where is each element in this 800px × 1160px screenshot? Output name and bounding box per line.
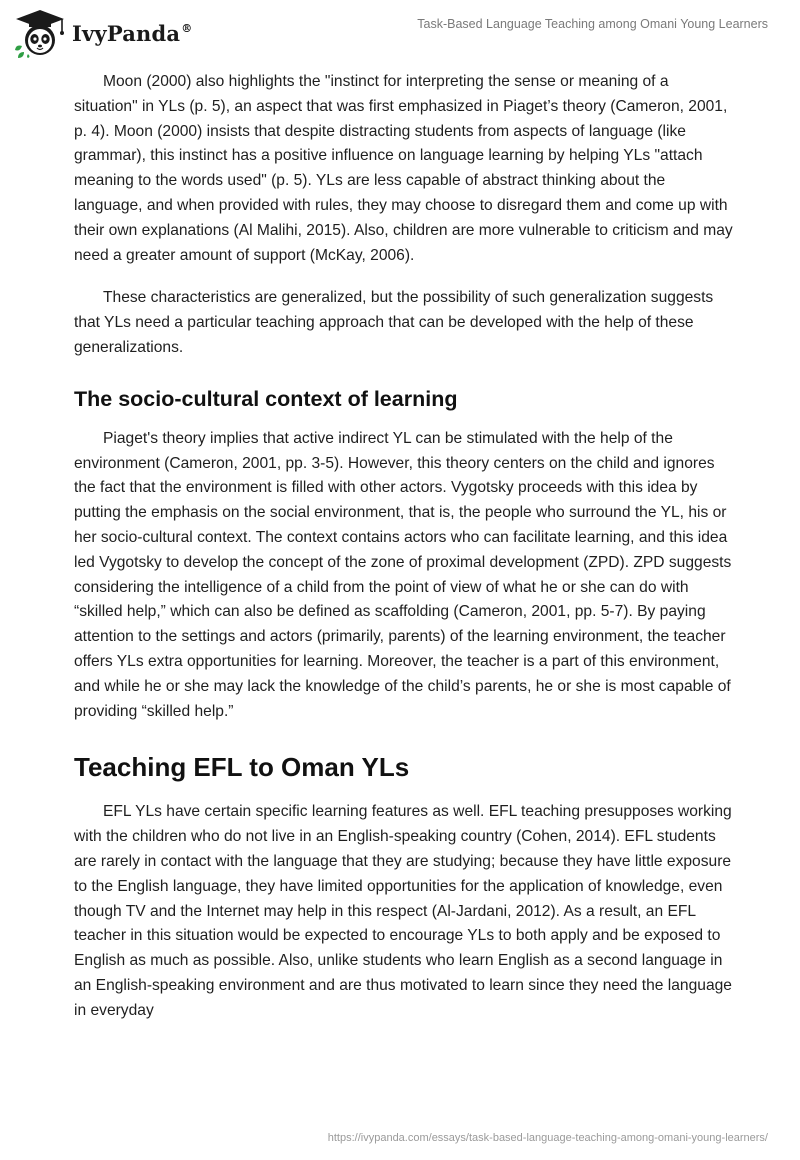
running-title: Task-Based Language Teaching among Omani Young Learners	[417, 17, 768, 31]
section-heading: Teaching EFL to Oman YLs	[74, 752, 410, 783]
article-body	[74, 70, 734, 1042]
paragraph: Piaget's theory implies that active indirect YL can be stimulated with the help of the environment (Cameron, 2001, pp. 3-5). However, this theory centers on the child and ignores the fact that the environment is filled with other actors. Vygotsky proceeds with this idea by putting the emphasis on the social environment, that is, the people who surround the YL, his or her socio-cultural context. The context contains actors who can facilitate learning, and this idea led Vygotsky to develop the concept of the zone of proximal development (ZPD). ZPD suggests considering the intelligence of a child from the point of view of what he or she can do with “skilled help,” which can also be defined as scaffolding (Cameron, 2001, pp. 5-7). By paying attention to the settings and actors (primarily, parents) of the learning environment, the teacher offers YLs extra opportunities for learning. Moreover, the teacher is a part of this environment, and while he or she may lack the knowledge of the child’s parents, he or she is most capable of providing “skilled help.”	[74, 429, 732, 720]
panda-graduate-icon	[12, 8, 68, 58]
ivypanda-logo[interactable]	[12, 8, 192, 58]
source-url[interactable]: https://ivypanda.com/essays/task-based-language-teaching-among-omani-young-learners/	[327, 1132, 768, 1144]
paragraph: EFL YLs have certain specific learning features as well. EFL teaching presupposes working with the children who do not live in an English-speaking country (Cohen, 2014). EFL students are rarely in contact with the language that they are studying; because they have little exposure to the English language, they have limited opportunities for the application of knowledge, even though TV and the Internet may help in this respect (Al-Jardani, 2012). As a result, an EFL teacher in this situation would be expected to encourage YLs to both apply and be exposed to English as much as possible. Also, unlike students who learn English as a second language in an English-speaking environment and are thus motivated to learn since they need the language in everyday	[74, 803, 732, 1019]
section-heading: The socio-cultural context of learning	[74, 386, 458, 411]
page-header	[0, 0, 800, 70]
paragraph: These characteristics are generalized, but the possibility of such generalization suggests that YLs need a particular teaching approach that can be developed with the help of these generalizations.	[74, 289, 714, 356]
paragraph: Moon (2000) also highlights the "instinct for interpreting the sense or meaning of a situation" in YLs (p. 5), an aspect that was first emphasized in Piaget’s theory (Cameron, 2001, p. 4). Moon (2000) insists that despite distracting students from aspects of language (like grammar), this instinct has a positive influence on language learning by helping YLs "attach meaning to the words used" (p. 5). YLs are less capable of abstract thinking about the language, and when provided with rules, they may choose to disregard them and come up with their own explanations (Al Malihi, 2015). Also, children are more vulnerable to criticism and may need a greater amount of support (McKay, 2006).	[74, 73, 733, 264]
brand-name: IvyPanda®	[72, 20, 193, 46]
